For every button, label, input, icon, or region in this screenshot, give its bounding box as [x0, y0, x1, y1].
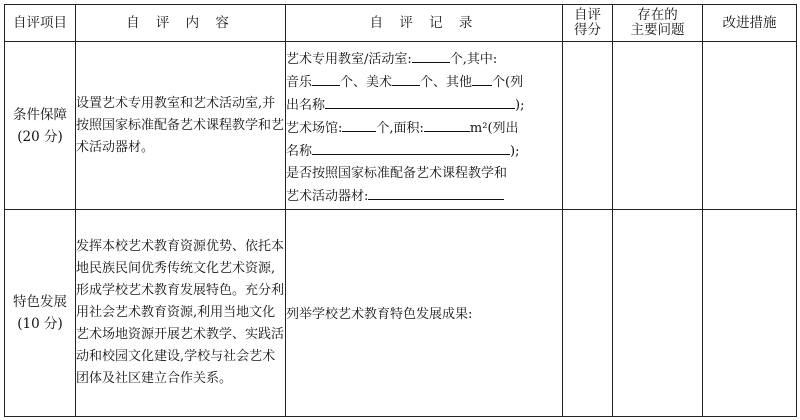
fill-blank[interactable]: [424, 117, 470, 132]
record-line: 出名称 );: [286, 94, 562, 117]
score-cell[interactable]: [563, 42, 613, 210]
header-content: 自 评 内 容: [76, 5, 286, 42]
measures-cell[interactable]: [703, 42, 797, 210]
issues-cell[interactable]: [613, 42, 703, 210]
header-issues-line1: 存在的: [637, 7, 678, 23]
record-line: 艺术专用教室/活动室: 个,其中:: [286, 48, 562, 71]
record-line: 名称 );: [286, 140, 562, 163]
fill-blank[interactable]: [342, 117, 376, 132]
fill-blank[interactable]: [368, 185, 504, 200]
issues-cell[interactable]: [613, 210, 703, 417]
record-line: 音乐 个、美术 个、其他 个(列: [286, 71, 562, 94]
fill-blank[interactable]: [312, 71, 340, 86]
fill-blank[interactable]: [325, 94, 515, 109]
table-row: [5, 210, 797, 417]
header-row: [5, 5, 797, 42]
content-cell: 设置艺术专用教室和艺术活动室,并按照国家标准配备艺术课程教学和艺术活动器材。: [76, 42, 286, 210]
category-name: 条件保障: [13, 106, 67, 123]
category-cell: [5, 42, 76, 210]
record-line: 是否按照国家标准配备艺术课程教学和: [286, 165, 508, 181]
header-score: [563, 5, 613, 42]
self-evaluation-table: [4, 4, 797, 417]
category-points: (20 分): [17, 128, 63, 145]
record-line: 艺术活动器材:: [286, 185, 562, 208]
header-measures: 改进措施: [703, 5, 797, 42]
header-issues-line2: 主要问题: [630, 22, 685, 38]
fill-blank[interactable]: [392, 71, 420, 86]
fill-blank[interactable]: [312, 140, 510, 155]
record-line: 列举学校艺术教育特色发展成果:: [286, 307, 473, 322]
record-line: 艺术场馆: 个,面积: m²(列出: [286, 117, 562, 140]
header-item: 自评项目: [5, 5, 76, 42]
fill-blank[interactable]: [472, 71, 492, 86]
category-name: 特色发展: [13, 294, 67, 310]
category-cell: [5, 210, 76, 417]
record-cell: [286, 42, 563, 210]
record-cell: [286, 210, 563, 417]
header-record: 自 评 记 录: [286, 5, 563, 42]
measures-cell[interactable]: [703, 210, 797, 417]
score-cell[interactable]: [563, 210, 613, 417]
header-issues: [613, 5, 703, 42]
fill-blank[interactable]: [412, 48, 450, 63]
header-score-line1: 自评: [574, 7, 601, 23]
header-score-line2: 得分: [574, 22, 601, 38]
table-row: [5, 42, 797, 210]
content-cell: 发挥本校艺术教育资源优势、依托本地民族民间优秀传统文化艺术资源,形成学校艺术教育发展特色。充分利用社会艺术教育资源,利用当地文化艺术场地资源开展艺术教学、实践活动和校园文化建设,学校与社会艺术团体及社区建立合作关系。: [76, 210, 286, 417]
category-points: (10 分): [17, 316, 63, 332]
